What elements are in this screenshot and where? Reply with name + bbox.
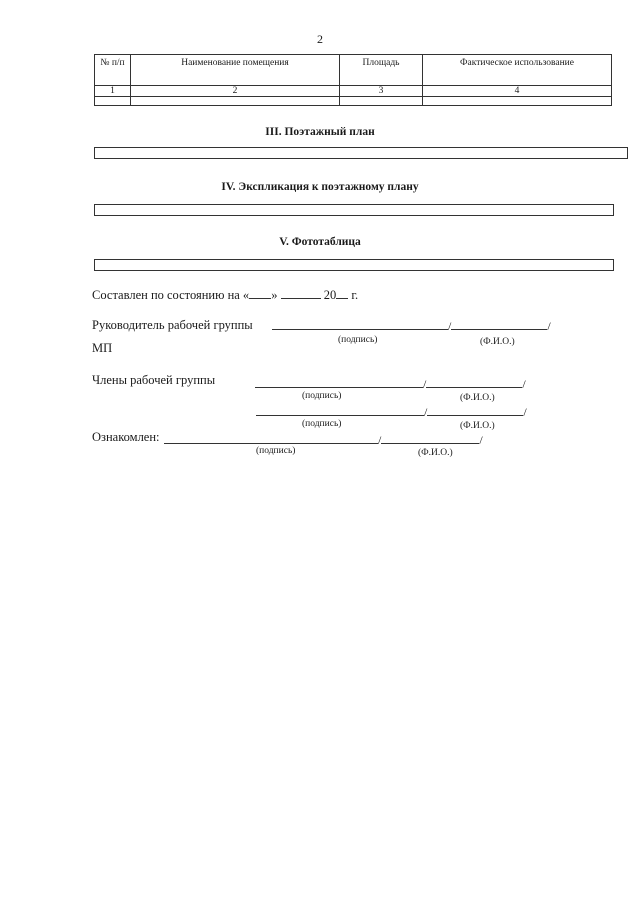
day-blank (249, 287, 271, 299)
table-cell: 1 (95, 86, 131, 97)
section-title-explication: IV. Экспликация к поэтажному плану (221, 181, 419, 193)
slash: / (448, 319, 452, 333)
slash: / (423, 377, 427, 391)
table-cell: 2 (131, 86, 340, 97)
slash: / (424, 405, 428, 419)
leader-name-hint: (Ф.И.О.) (480, 337, 515, 347)
leader-signature-hint: (подпись) (338, 335, 378, 345)
table-header-row (95, 55, 612, 86)
member-1-name-blank (426, 376, 522, 388)
table-cell (423, 97, 612, 106)
member-2-signature-blank (256, 404, 424, 416)
acquainted-name-hint: (Ф.И.О.) (418, 448, 453, 458)
acquainted-name-blank (381, 432, 479, 444)
section-title-photo-table: V. Фототаблица (279, 236, 361, 248)
year-prefix: 20 (323, 288, 337, 302)
slash: / (479, 433, 483, 447)
leader-label: Руководитель рабочей группы (92, 318, 253, 332)
month-blank (281, 287, 321, 299)
column-header-actual-use: Фактическое использование (423, 55, 612, 86)
acquainted-label: Ознакомлен: (92, 430, 160, 444)
page-number: 2 (317, 32, 323, 46)
slash: / (547, 319, 551, 333)
compiled-date-line (92, 287, 358, 303)
table-row (95, 86, 612, 97)
acquainted-signature-line (164, 432, 483, 448)
leader-signature-blank (272, 318, 448, 330)
acquainted-signature-blank (164, 432, 378, 444)
member-1-name-hint: (Ф.И.О.) (460, 393, 495, 403)
year-suffix: г. (351, 288, 359, 302)
rooms-table (94, 54, 612, 106)
member-2-name-hint: (Ф.И.О.) (460, 421, 495, 431)
compiled-prefix: Составлен по состоянию на « (92, 288, 250, 302)
slash: / (523, 405, 527, 419)
table-cell: 3 (340, 86, 423, 97)
slash: / (378, 433, 382, 447)
members-label: Члены рабочей группы (92, 373, 216, 387)
acquainted-signature-hint: (подпись) (256, 446, 296, 456)
explication-box (94, 204, 614, 216)
leader-signature-line (272, 318, 551, 334)
member-1-signature-blank (255, 376, 423, 388)
table-cell (131, 97, 340, 106)
floor-plan-box (94, 147, 628, 159)
quote-close: » (271, 288, 278, 302)
column-header-area: Площадь (340, 55, 423, 86)
table-cell (95, 97, 131, 106)
member-2-signature-hint: (подпись) (302, 419, 342, 429)
member-2-name-blank (427, 404, 523, 416)
photo-table-box (94, 259, 614, 271)
column-header-number: № п/п (95, 55, 131, 86)
table-row (95, 97, 612, 106)
year-blank (336, 287, 348, 299)
member-1-signature-line (255, 376, 526, 392)
table-cell: 4 (423, 86, 612, 97)
member-2-signature-line (256, 404, 527, 420)
mp-label: МП (92, 341, 113, 355)
column-header-room-name: Наименование помещения (131, 55, 340, 86)
leader-name-blank (451, 318, 547, 330)
table-cell (340, 97, 423, 106)
slash: / (522, 377, 526, 391)
section-title-floor-plan: III. Поэтажный план (265, 126, 375, 138)
member-1-signature-hint: (подпись) (302, 391, 342, 401)
